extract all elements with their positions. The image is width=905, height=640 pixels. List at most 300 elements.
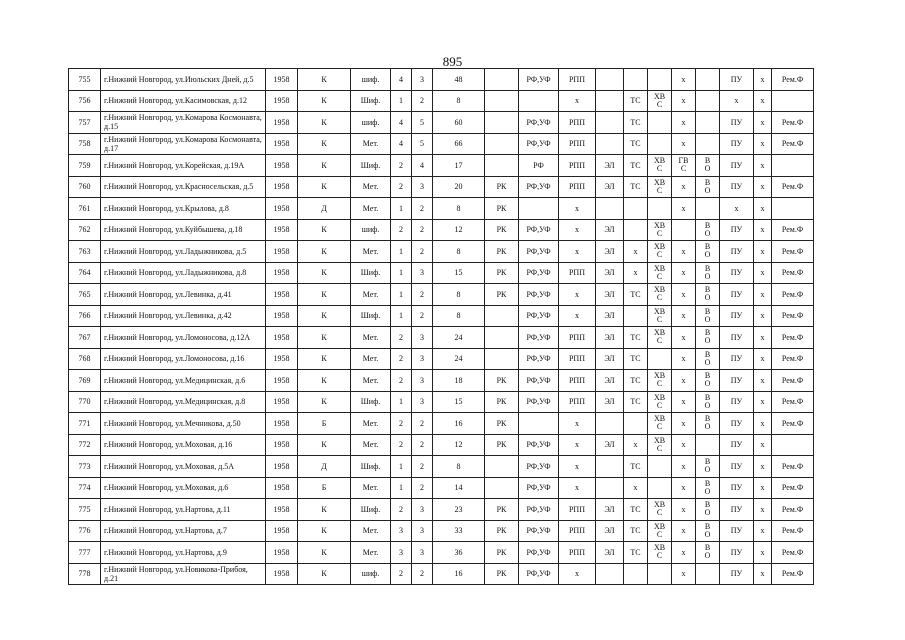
- table-cell: [696, 563, 720, 585]
- table-body: [69, 69, 814, 585]
- table-cell: [485, 305, 519, 327]
- table-cell: х: [672, 327, 696, 349]
- table-cell: Мет.: [351, 284, 391, 306]
- table-cell: ПУ: [720, 241, 754, 263]
- table-cell: ПУ: [720, 348, 754, 370]
- table-cell: [648, 348, 672, 370]
- table-cell: х: [754, 520, 772, 542]
- table-cell: х: [754, 219, 772, 241]
- table-cell: х: [754, 477, 772, 499]
- table-cell: 1958: [266, 305, 298, 327]
- table-cell: ТС: [624, 155, 648, 177]
- table-cell: В О: [696, 370, 720, 392]
- table-cell: РФ,УФ: [519, 520, 559, 542]
- table-cell: Мет.: [351, 327, 391, 349]
- table-cell: РПП: [559, 112, 596, 134]
- table-cell: 2: [412, 198, 433, 220]
- table-cell: ЭЛ: [596, 284, 624, 306]
- table-cell: 1958: [266, 155, 298, 177]
- table-cell: 60: [433, 112, 485, 134]
- table-cell: ХВ С: [648, 327, 672, 349]
- table-cell: [696, 69, 720, 91]
- table-cell: х: [672, 348, 696, 370]
- table-cell: Мет.: [351, 477, 391, 499]
- row-number-cell: 767: [69, 327, 101, 349]
- row-number-cell: 769: [69, 370, 101, 392]
- table-cell: РК: [485, 434, 519, 456]
- table-cell: Рем.Ф: [772, 305, 814, 327]
- table-cell: [485, 90, 519, 112]
- table-cell: ПУ: [720, 305, 754, 327]
- table-cell: ПУ: [720, 520, 754, 542]
- table-cell: 1958: [266, 370, 298, 392]
- table-cell: К: [298, 499, 351, 521]
- table-cell: [596, 90, 624, 112]
- table-row: [69, 90, 814, 112]
- table-cell: ЭЛ: [596, 241, 624, 263]
- table-cell: РК: [485, 198, 519, 220]
- table-cell: [624, 198, 648, 220]
- table-cell: 1958: [266, 413, 298, 435]
- table-cell: [772, 90, 814, 112]
- table-cell: ХВ С: [648, 499, 672, 521]
- address-cell: г.Нижний Новгород, ул.Новикова-Прибоя, д.21: [101, 563, 266, 585]
- table-row: [69, 112, 814, 134]
- table-cell: Рем.Ф: [772, 176, 814, 198]
- table-cell: шиф.: [351, 69, 391, 91]
- table-cell: К: [298, 391, 351, 413]
- table-cell: РФ,УФ: [519, 391, 559, 413]
- table-cell: 2: [412, 241, 433, 263]
- table-cell: 17: [433, 155, 485, 177]
- table-cell: [596, 69, 624, 91]
- table-cell: К: [298, 348, 351, 370]
- table-cell: ТС: [624, 327, 648, 349]
- table-cell: 5: [412, 133, 433, 155]
- table-cell: [485, 477, 519, 499]
- table-cell: [624, 69, 648, 91]
- row-number-cell: 764: [69, 262, 101, 284]
- table-cell: х: [559, 198, 596, 220]
- row-number-cell: 772: [69, 434, 101, 456]
- table-cell: Рем.Ф: [772, 370, 814, 392]
- table-cell: 3: [412, 542, 433, 564]
- table-cell: [648, 198, 672, 220]
- table-cell: х: [754, 155, 772, 177]
- table-cell: ХВ С: [648, 219, 672, 241]
- table-cell: 3: [412, 499, 433, 521]
- table-cell: х: [559, 563, 596, 585]
- table-cell: [485, 155, 519, 177]
- table-cell: 1: [391, 90, 412, 112]
- table-cell: К: [298, 563, 351, 585]
- table-cell: 2: [391, 327, 412, 349]
- table-cell: Шиф.: [351, 305, 391, 327]
- table-cell: РФ,УФ: [519, 176, 559, 198]
- table-cell: [696, 112, 720, 134]
- table-cell: [596, 563, 624, 585]
- table-cell: ХВ С: [648, 305, 672, 327]
- table-cell: 3: [412, 176, 433, 198]
- table-cell: ПУ: [720, 413, 754, 435]
- table-cell: Б: [298, 477, 351, 499]
- table-cell: х: [754, 563, 772, 585]
- table-cell: 2: [412, 456, 433, 478]
- table-cell: х: [672, 542, 696, 564]
- table-cell: РК: [485, 563, 519, 585]
- row-number-cell: 761: [69, 198, 101, 220]
- table-cell: 1958: [266, 112, 298, 134]
- table-cell: х: [624, 434, 648, 456]
- table-cell: Мет.: [351, 348, 391, 370]
- table-cell: [624, 219, 648, 241]
- table-cell: 14: [433, 477, 485, 499]
- table-cell: ТС: [624, 456, 648, 478]
- table-cell: х: [624, 262, 648, 284]
- table-cell: 2: [412, 284, 433, 306]
- table-cell: В О: [696, 348, 720, 370]
- table-cell: ПУ: [720, 262, 754, 284]
- table-cell: РК: [485, 176, 519, 198]
- table-cell: х: [754, 133, 772, 155]
- row-number-cell: 777: [69, 542, 101, 564]
- table-cell: К: [298, 133, 351, 155]
- table-cell: шиф.: [351, 219, 391, 241]
- table-cell: 2: [412, 219, 433, 241]
- table-cell: ТС: [624, 112, 648, 134]
- table-cell: РК: [485, 370, 519, 392]
- table-cell: 1958: [266, 176, 298, 198]
- table-cell: РПП: [559, 133, 596, 155]
- table-cell: [696, 434, 720, 456]
- table-cell: ХВ С: [648, 370, 672, 392]
- table-cell: ХВ С: [648, 241, 672, 263]
- table-cell: РПП: [559, 542, 596, 564]
- table-cell: Мет.: [351, 176, 391, 198]
- table-cell: 1958: [266, 219, 298, 241]
- table-cell: Рем.Ф: [772, 542, 814, 564]
- table-cell: ХВ С: [648, 542, 672, 564]
- table-cell: РПП: [559, 327, 596, 349]
- table-cell: РФ,УФ: [519, 563, 559, 585]
- table-cell: 1: [391, 284, 412, 306]
- table-cell: ПУ: [720, 219, 754, 241]
- address-cell: г.Нижний Новгород, ул.Нартова, д.7: [101, 520, 266, 542]
- address-cell: г.Нижний Новгород, ул.Комарова Космонавта, д.17: [101, 133, 266, 155]
- table-cell: 2: [391, 219, 412, 241]
- table-cell: 3: [391, 520, 412, 542]
- table-cell: х: [754, 391, 772, 413]
- table-cell: х: [754, 90, 772, 112]
- table-cell: 24: [433, 327, 485, 349]
- table-cell: 2: [391, 413, 412, 435]
- table-cell: РПП: [559, 155, 596, 177]
- table-cell: 2: [391, 563, 412, 585]
- table-cell: Мет.: [351, 520, 391, 542]
- table-cell: 2: [412, 413, 433, 435]
- table-cell: 1958: [266, 69, 298, 91]
- table-cell: [519, 90, 559, 112]
- table-cell: ПУ: [720, 542, 754, 564]
- table-cell: ПУ: [720, 155, 754, 177]
- table-cell: [648, 456, 672, 478]
- table-cell: Рем.Ф: [772, 133, 814, 155]
- table-row: [69, 155, 814, 177]
- table-cell: х: [754, 176, 772, 198]
- row-number-cell: 774: [69, 477, 101, 499]
- table-cell: Рем.Ф: [772, 456, 814, 478]
- table-cell: РФ: [519, 155, 559, 177]
- table-cell: ТС: [624, 90, 648, 112]
- table-cell: ПУ: [720, 434, 754, 456]
- table-cell: [648, 563, 672, 585]
- table-cell: 3: [412, 69, 433, 91]
- table-cell: ЭЛ: [596, 219, 624, 241]
- table-cell: 1958: [266, 284, 298, 306]
- table-cell: [485, 327, 519, 349]
- table-cell: РК: [485, 284, 519, 306]
- table-cell: [696, 198, 720, 220]
- table-cell: 3: [412, 370, 433, 392]
- table-cell: 5: [412, 112, 433, 134]
- table-cell: х: [754, 112, 772, 134]
- table-cell: х: [754, 456, 772, 478]
- address-cell: г.Нижний Новгород, ул.Крылова, д.8: [101, 198, 266, 220]
- table-cell: 1958: [266, 198, 298, 220]
- table-cell: ГВ С: [672, 155, 696, 177]
- table-cell: РПП: [559, 391, 596, 413]
- table-cell: В О: [696, 327, 720, 349]
- table-cell: 18: [433, 370, 485, 392]
- table-cell: РФ,УФ: [519, 284, 559, 306]
- table-cell: ПУ: [720, 112, 754, 134]
- table-cell: х: [672, 391, 696, 413]
- table-cell: 15: [433, 391, 485, 413]
- table-cell: х: [672, 434, 696, 456]
- table-cell: 36: [433, 542, 485, 564]
- table-cell: 8: [433, 284, 485, 306]
- table-cell: РПП: [559, 520, 596, 542]
- table-cell: Мет.: [351, 434, 391, 456]
- table-cell: К: [298, 219, 351, 241]
- table-cell: х: [672, 198, 696, 220]
- table-cell: 8: [433, 241, 485, 263]
- table-cell: Рем.Ф: [772, 112, 814, 134]
- table-cell: РК: [485, 499, 519, 521]
- table-cell: 15: [433, 262, 485, 284]
- table-cell: РФ,УФ: [519, 542, 559, 564]
- row-number-cell: 759: [69, 155, 101, 177]
- address-cell: г.Нижний Новгород, ул.Медицинская, д.8: [101, 391, 266, 413]
- table-cell: Шиф.: [351, 391, 391, 413]
- table-cell: Рем.Ф: [772, 348, 814, 370]
- table-cell: х: [672, 477, 696, 499]
- table-cell: РФ,УФ: [519, 499, 559, 521]
- row-number-cell: 776: [69, 520, 101, 542]
- address-cell: г.Нижний Новгород, ул.Моховая, д.16: [101, 434, 266, 456]
- table-cell: 2: [391, 348, 412, 370]
- table-cell: [648, 112, 672, 134]
- address-cell: г.Нижний Новгород, ул.Ладыжникова, д.5: [101, 241, 266, 263]
- table-cell: [648, 69, 672, 91]
- table-cell: 3: [412, 391, 433, 413]
- table-cell: 3: [391, 542, 412, 564]
- table-cell: 1958: [266, 477, 298, 499]
- table-cell: х: [672, 241, 696, 263]
- table-cell: 2: [391, 176, 412, 198]
- table-cell: 48: [433, 69, 485, 91]
- table-row: [69, 219, 814, 241]
- row-number-cell: 755: [69, 69, 101, 91]
- table-cell: ЭЛ: [596, 327, 624, 349]
- table-cell: ПУ: [720, 69, 754, 91]
- table-cell: РК: [485, 391, 519, 413]
- row-number-cell: 778: [69, 563, 101, 585]
- table-row: [69, 477, 814, 499]
- table-cell: ЭЛ: [596, 542, 624, 564]
- table-cell: х: [754, 284, 772, 306]
- table-cell: [596, 198, 624, 220]
- table-cell: х: [672, 370, 696, 392]
- table-cell: 33: [433, 520, 485, 542]
- table-cell: РК: [485, 542, 519, 564]
- table-cell: РФ,УФ: [519, 477, 559, 499]
- table-cell: 1958: [266, 499, 298, 521]
- table-row: [69, 542, 814, 564]
- table-row: [69, 563, 814, 585]
- table-cell: ТС: [624, 520, 648, 542]
- table-cell: В О: [696, 284, 720, 306]
- table-cell: ЭЛ: [596, 391, 624, 413]
- table-cell: х: [754, 413, 772, 435]
- table-cell: [485, 348, 519, 370]
- table-cell: К: [298, 69, 351, 91]
- row-number-cell: 762: [69, 219, 101, 241]
- table-cell: 2: [412, 563, 433, 585]
- table-cell: [672, 219, 696, 241]
- table-cell: ХВ С: [648, 262, 672, 284]
- table-cell: 2: [412, 90, 433, 112]
- table-cell: 1958: [266, 520, 298, 542]
- table-cell: Рем.Ф: [772, 241, 814, 263]
- table-cell: Рем.Ф: [772, 284, 814, 306]
- address-cell: г.Нижний Новгород, ул.Левинка, д.41: [101, 284, 266, 306]
- address-cell: г.Нижний Новгород, ул.Мечникова, д.50: [101, 413, 266, 435]
- row-number-cell: 765: [69, 284, 101, 306]
- table-cell: х: [672, 456, 696, 478]
- table-cell: 20: [433, 176, 485, 198]
- table-cell: х: [672, 284, 696, 306]
- table-cell: [772, 198, 814, 220]
- table-cell: В О: [696, 413, 720, 435]
- table-cell: Б: [298, 413, 351, 435]
- table-cell: х: [754, 499, 772, 521]
- table-cell: Шиф.: [351, 155, 391, 177]
- table-cell: 1958: [266, 327, 298, 349]
- table-cell: 12: [433, 434, 485, 456]
- table-cell: ХВ С: [648, 155, 672, 177]
- table-cell: 2: [412, 305, 433, 327]
- table-cell: шиф.: [351, 112, 391, 134]
- table-cell: К: [298, 176, 351, 198]
- row-number-cell: 775: [69, 499, 101, 521]
- table-cell: РФ,УФ: [519, 69, 559, 91]
- table-cell: ПУ: [720, 327, 754, 349]
- table-cell: Рем.Ф: [772, 413, 814, 435]
- table-cell: ТС: [624, 391, 648, 413]
- table-cell: 1: [391, 241, 412, 263]
- table-cell: [596, 456, 624, 478]
- table-cell: [596, 413, 624, 435]
- table-row: [69, 327, 814, 349]
- table-cell: х: [754, 69, 772, 91]
- table-cell: 1: [391, 262, 412, 284]
- table-cell: Мет.: [351, 413, 391, 435]
- table-cell: х: [754, 305, 772, 327]
- row-number-cell: 770: [69, 391, 101, 413]
- table-cell: В О: [696, 477, 720, 499]
- table-cell: Д: [298, 456, 351, 478]
- table-cell: Мет.: [351, 241, 391, 263]
- address-cell: г.Нижний Новгород, ул.Красносельская, д.5: [101, 176, 266, 198]
- address-cell: г.Нижний Новгород, ул.Моховая, д.6: [101, 477, 266, 499]
- table-cell: РФ,УФ: [519, 305, 559, 327]
- table-cell: РК: [485, 219, 519, 241]
- table-cell: В О: [696, 176, 720, 198]
- table-row: [69, 176, 814, 198]
- table-row: [69, 456, 814, 478]
- table-cell: ПУ: [720, 391, 754, 413]
- table-cell: В О: [696, 456, 720, 478]
- table-cell: В О: [696, 155, 720, 177]
- table-cell: х: [624, 241, 648, 263]
- table-cell: 8: [433, 305, 485, 327]
- table-cell: х: [672, 176, 696, 198]
- table-cell: [624, 563, 648, 585]
- table-cell: ПУ: [720, 370, 754, 392]
- table-cell: В О: [696, 305, 720, 327]
- table-cell: х: [754, 348, 772, 370]
- table-cell: РПП: [559, 499, 596, 521]
- table-cell: К: [298, 284, 351, 306]
- table-row: [69, 198, 814, 220]
- table-cell: х: [559, 477, 596, 499]
- address-cell: г.Нижний Новгород, ул.Корейская, д.19А: [101, 155, 266, 177]
- table-cell: 1: [391, 305, 412, 327]
- table-row: [69, 370, 814, 392]
- row-number-cell: 760: [69, 176, 101, 198]
- table-cell: ЭЛ: [596, 305, 624, 327]
- table-cell: 1: [391, 477, 412, 499]
- table-cell: РФ,УФ: [519, 327, 559, 349]
- table-cell: 2: [412, 434, 433, 456]
- table-cell: х: [754, 241, 772, 263]
- table-cell: РФ,УФ: [519, 262, 559, 284]
- table-cell: Рем.Ф: [772, 563, 814, 585]
- address-cell: г.Нижний Новгород, ул.Ломоносова, д.16: [101, 348, 266, 370]
- table-cell: РПП: [559, 176, 596, 198]
- table-cell: РФ,УФ: [519, 241, 559, 263]
- table-cell: В О: [696, 520, 720, 542]
- table-cell: х: [672, 413, 696, 435]
- address-cell: г.Нижний Новгород, ул.Нартова, д.11: [101, 499, 266, 521]
- address-cell: г.Нижний Новгород, ул.Медицинская, д.6: [101, 370, 266, 392]
- table-cell: ТС: [624, 542, 648, 564]
- table-cell: К: [298, 520, 351, 542]
- table-row: [69, 262, 814, 284]
- table-cell: В О: [696, 542, 720, 564]
- table-cell: х: [559, 219, 596, 241]
